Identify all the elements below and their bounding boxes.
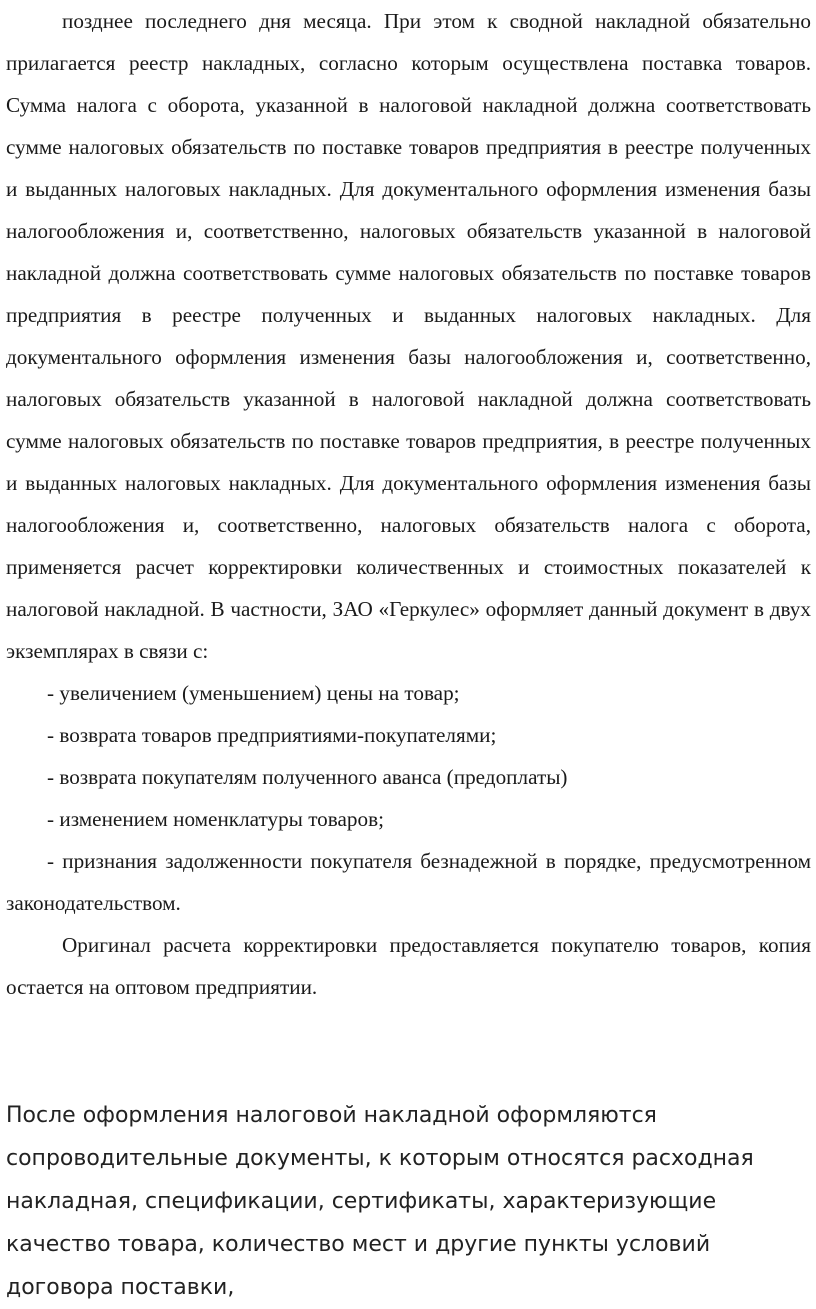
list-item: - признания задолженности покупателя безнадежной в порядке, предусмотренном законодательством. (6, 849, 811, 915)
list-item: - возврата покупателям полученного аванса (предоплаты) (47, 765, 568, 789)
document-body (6, 0, 811, 1008)
main-paragraph: позднее последнего дня месяца. При этом к сводной накладной обязательно прилагается реестр накладных, согласно которым осуществлена поставка товаров. Сумма налога с оборота, указанной в налоговой накладной должна соответствовать сумме налоговых обязательств по поставке товаров предприятия в реестре полученных и выданных налоговых накладных. Для документального оформления изменения базы налогообложения и, соответственно, налоговых обязательств указанной в налоговой накладной должна соответствовать сумме налоговых обязательств по поставке товаров предприятия в реестре полученных и выданных налоговых накладных. Для документального оформления изменения базы налогообложения и, соответственно, налоговых обязательств указанной в налоговой накладной должна соответствовать сумме налоговых обязательств по поставке товаров предприятия, в реестре полученных и выданных налоговых накладных. Для документального оформления изменения базы налогообложения и, соответственно, налоговых обязательств налога с оборота, применяется расчет корректировки количественных и стоимостных показателей к налоговой накладной. В частности, ЗАО «Геркулес» оформляет данный документ в двух экземплярах в связи с: (6, 9, 811, 663)
list-item: - изменением номенклатуры товаров; (47, 807, 384, 831)
closing-paragraph: Оригинал расчета корректировки предоставляется покупателю товаров, копия остается на оптовом предприятии. (6, 933, 811, 999)
sans-paragraph: После оформления налоговой накладной оформляются сопроводительные документы, к которым относятся расходная накладная, спецификации, сертификаты, характеризующие качество товара, количество мест и другие пункты условий договора поставки, (6, 1103, 754, 1300)
list-item: - возврата товаров предприятиями-покупателями; (47, 723, 497, 747)
list-item: - увеличением (уменьшением) цены на товар; (47, 681, 460, 705)
sans-section (6, 1094, 811, 1309)
